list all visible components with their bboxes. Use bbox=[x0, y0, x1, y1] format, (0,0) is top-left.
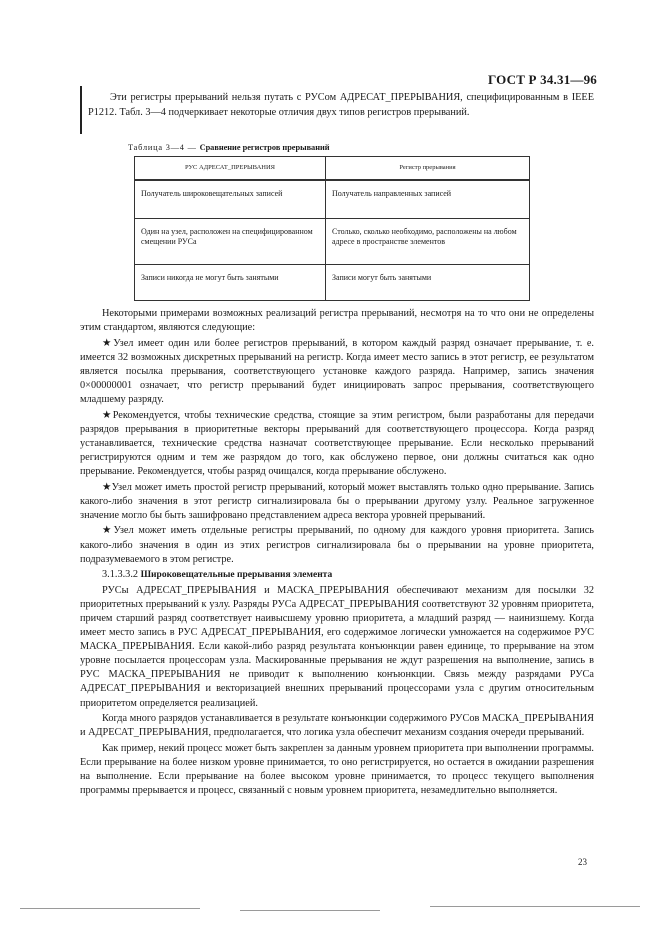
table-row bbox=[135, 264, 530, 300]
body-paragraph: ★Рекомендуется, чтобы технические средства, стоящие за этим регистром, были разработаны для передачи разрядов прерывания в приоритетные векторы прерываний для соответствующего процессора. Когда разряд устанавливается, технические средства назначат соответствующее прерывание. Если несколько прерываний регистрируются одним и тем же разрядом до того, как обслужено первое, они должны считаться как одно прерывание. Рекомендуется, чтобы разряд очищался, когда прерывание обслужено. bbox=[80, 409, 594, 478]
table-row bbox=[135, 180, 530, 218]
scan-artifact-line bbox=[20, 908, 200, 909]
table-cell: Записи могут быть занятыми bbox=[326, 264, 530, 300]
body-text bbox=[80, 307, 594, 800]
body-paragraph: Когда много разрядов устанавливается в результате конъюнкции содержимого РУСов МАСКА_ПРЕРЫВАНИЯ и АДРЕСАТ_ПРЕРЫВАНИЯ, предполагается, что логика узла обеспечит механизм создания очереди прерываний. bbox=[80, 713, 594, 739]
scan-artifact-line bbox=[240, 910, 380, 911]
table-column-header: Регистр прерывания bbox=[326, 157, 530, 181]
body-paragraph: РУСы АДРЕСАТ_ПРЕРЫВАНИЯ и МАСКА_ПРЕРЫВАНИЯ обеспечивают механизм для посылки 32 приоритетных прерываний к узлу. Разряды РУСа АДРЕСАТ_ПРЕРЫВАНИЯ соответствуют 32 уровням приоритета, причем старший разряд соответствует наивысшему уровню приоритета, а младший разряд — наинизшему. Когда имеет место запись в РУС АДРЕСАТ_ПРЕРЫВАНИЯ, его содержимое логически умножается на содержимое РУС МАСКА_ПРЕРЫВАНИЯ. Если какой-либо разряд результата конъюнкции равен единице, то прерывание на этом уровне посылается процессорам узла. Маскированные прерывания не ждут разрешения на выполнение, запись в РУС МАСКА_ПРЕРЫВАНИЯ не приводит к выполнению конъюнкции. Связь между разрядами РУСа АДРЕСАТ_ПРЕРЫВАНИЯ и векторизацией внешних прерываний процессорами узла с другим относительным приоритетом определяется реализацией. bbox=[80, 584, 594, 709]
section-heading bbox=[80, 568, 594, 582]
table-row bbox=[135, 218, 530, 264]
table-cell: Получатель направленных записей bbox=[326, 180, 530, 218]
table-column-header: РУС АДРЕСАТ_ПРЕРЫВАНИЯ bbox=[135, 157, 326, 181]
section-number: 3.1.3.3.2 bbox=[102, 569, 139, 581]
table-caption-title: Сравнение регистров прерываний bbox=[199, 143, 330, 152]
body-paragraph: ★Узел может иметь простой регистр прерываний, который может выставлять только одно прерывание. Запись какого-либо значения в этот регистр сигнализировала бы о прерывании другому узлу. Реальное загруженное значение могло бы быть зашифровано представлением адреса вектора уровней прерываний. bbox=[80, 481, 594, 521]
table-cell: Получатель широковещательных записей bbox=[135, 180, 326, 218]
body-paragraph: ★Узел имеет один или более регистров прерываний, в котором каждый разряд означает прерывание, т. е. имеется 32 возможных дискретных прерываний на регистр. Когда имеет место запись в этот регистр, ее результатом является посылка прерывания, соответствующего установке каждого разряда. Например, запись значения 0×00000001 означает, что регистр прерываний будет инициировать запрос прерывания, соответствующего младшему разряду. bbox=[80, 337, 594, 406]
table-caption bbox=[128, 143, 330, 152]
body-paragraph: Некоторыми примерами возможных реализаций регистра прерываний, несмотря на то что они не определены этим стандартом, являются следующие: bbox=[80, 308, 594, 334]
comparison-table bbox=[134, 156, 530, 301]
table-cell: Записи никогда не могут быть занятыми bbox=[135, 264, 326, 300]
table-cell: Столько, сколько необходимо, расположены на любом адресе в пространстве элементов bbox=[326, 218, 530, 264]
table-caption-prefix: Таблица 3—4 — bbox=[128, 143, 197, 152]
section-title: Широковещательные прерывания элемента bbox=[140, 570, 333, 581]
body-paragraph: ★Узел может иметь отдельные регистры прерываний, по одному для каждого уровня приоритета. Запись какого-либо значения в один из этих регистров сигнализировала бы о прерывании на уровне приоритета, подразумеваемого в этом регистре. bbox=[80, 525, 594, 565]
table-cell: Один на узел, расположен на специфицированном смещении РУСа bbox=[135, 218, 326, 264]
body-paragraph: Как пример, некий процесс может быть закреплен за данным уровнем приоритета при выполнении программы. Если прерывание на более низком уровне принимается, то оно регистрируется, но остается в ожидании разрешения на выполнение. Если прерывание на более высоком уровне принимается, то процесс текущего выполнения программы прерывается и процесс, связанный с новым уровнем приоритета, незамедлительно выполняется. bbox=[80, 742, 594, 797]
scan-artifact-line bbox=[430, 906, 640, 907]
table-header-row bbox=[135, 157, 530, 181]
document-header: ГОСТ Р 34.31—96 bbox=[488, 72, 597, 87]
intro-paragraph: Эти регистры прерываний нельзя путать с РУСом АДРЕСАТ_ПРЕРЫВАНИЯ, специфицированным в IEEE P1212. Табл. 3—4 подчеркивает некоторые отличия двух типов регистров прерываний. bbox=[88, 92, 594, 118]
page-number: 23 bbox=[578, 857, 587, 867]
revision-bar bbox=[80, 86, 82, 134]
